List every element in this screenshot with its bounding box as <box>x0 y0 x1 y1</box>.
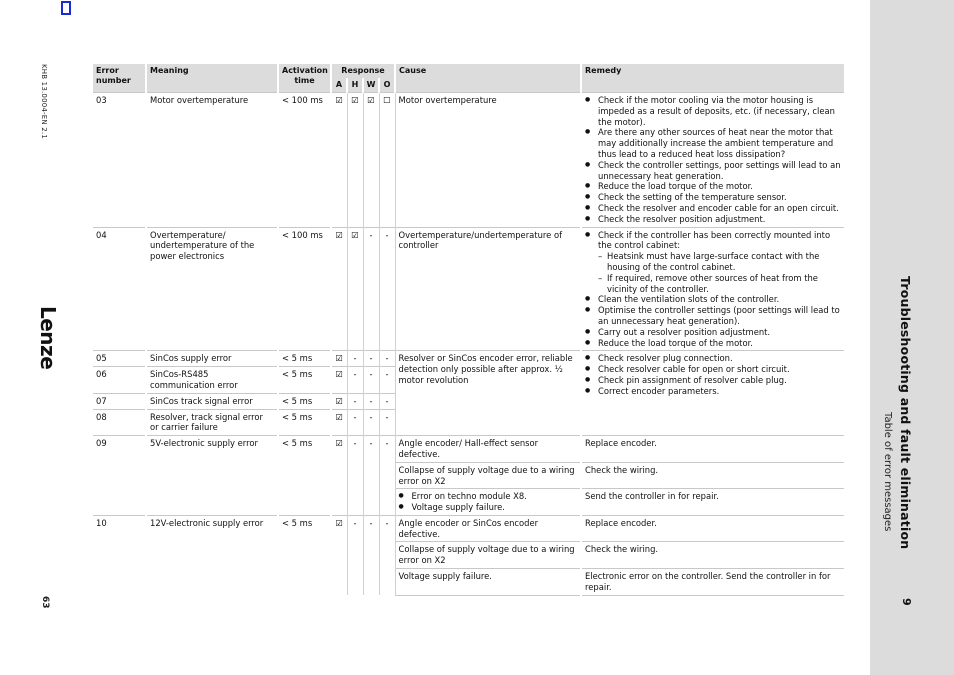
error-meaning: SinCos supply error <box>146 351 278 367</box>
bookmark-icon <box>61 1 71 15</box>
response-w: ☑ <box>363 93 379 228</box>
response-a: ☑ <box>331 409 347 436</box>
table-row <box>93 436 845 463</box>
chapter-subtitle: Table of error messages <box>882 412 893 532</box>
header-response: Response <box>331 64 395 78</box>
remedy-item: ● Reduce the load torque of the motor. <box>585 181 841 192</box>
error-meaning: 12V-electronic supply error <box>146 515 278 595</box>
error-number: 10 <box>93 515 146 595</box>
error-cause <box>395 489 581 516</box>
activation-time: < 5 ms <box>278 409 331 436</box>
error-remedy <box>581 93 845 228</box>
page-number: 63 <box>40 596 50 609</box>
activation-time: < 5 ms <box>278 393 331 409</box>
response-w: - <box>363 393 379 409</box>
chapter-title: Troubleshooting and fault elimination <box>898 276 913 550</box>
response-w: - <box>363 227 379 351</box>
response-h: - <box>347 393 363 409</box>
remedy-item: ● Check the resolver and encoder cable for an open circuit. <box>585 203 841 214</box>
error-meaning: 5V-electronic supply error <box>146 436 278 516</box>
response-h: ☑ <box>347 93 363 228</box>
remedy-item: ● Check the setting of the temperature sensor. <box>585 192 841 203</box>
error-number: 06 <box>93 367 146 394</box>
response-a: ☑ <box>331 436 347 516</box>
header-response-o: O <box>379 78 395 93</box>
error-meaning: Resolver, track signal error or carrier failure <box>146 409 278 436</box>
error-cause: Motor overtemperature <box>395 93 581 228</box>
error-remedy <box>581 227 845 351</box>
header-cause: Cause <box>395 64 581 93</box>
activation-time: < 5 ms <box>278 436 331 516</box>
response-o: - <box>379 393 395 409</box>
document-reference: KHB 13.0004-EN 2.1 <box>40 64 48 139</box>
activation-time: < 5 ms <box>278 515 331 595</box>
response-o: - <box>379 515 395 595</box>
error-cause: Angle encoder or SinCos encoder defective. <box>395 515 581 542</box>
response-a: ☑ <box>331 351 347 367</box>
response-h: - <box>347 515 363 595</box>
error-remedy: Check the wiring. <box>581 462 845 489</box>
header-response-h: H <box>347 78 363 93</box>
error-remedy: Electronic error on the controller. Send the controller in for repair. <box>581 569 845 596</box>
response-o: - <box>379 227 395 351</box>
activation-time: < 100 ms <box>278 93 331 228</box>
remedy-item: ● Check resolver plug connection. <box>585 353 841 364</box>
error-meaning: Overtemperature/ undertemperature of the power electronics <box>146 227 278 351</box>
response-h: - <box>347 351 363 367</box>
response-h: - <box>347 409 363 436</box>
header-error-number: Error number <box>93 64 146 93</box>
lenze-logo: Lenze <box>36 306 60 370</box>
header-response-a: A <box>331 78 347 93</box>
remedy-item: ● Correct encoder parameters. <box>585 386 841 397</box>
response-o: - <box>379 409 395 436</box>
error-remedy: Replace encoder. <box>581 436 845 463</box>
header-activation-time: Activation time <box>278 64 331 93</box>
error-cause: Collapse of supply voltage due to a wiring error on X2 <box>395 462 581 489</box>
response-h: - <box>347 367 363 394</box>
remedy-item: ● Check pin assignment of resolver cable plug. <box>585 375 841 386</box>
response-a: ☑ <box>331 515 347 595</box>
header-response-w: W <box>363 78 379 93</box>
response-o: - <box>379 436 395 516</box>
table-row <box>93 93 845 228</box>
response-h: - <box>347 436 363 516</box>
response-w: - <box>363 436 379 516</box>
error-number: 04 <box>93 227 146 351</box>
remedy-item: ● Check resolver cable for open or short circuit. <box>585 364 841 375</box>
activation-time: < 100 ms <box>278 227 331 351</box>
response-a: ☑ <box>331 393 347 409</box>
remedy-item: ● Carry out a resolver position adjustment. <box>585 327 841 338</box>
response-w: - <box>363 515 379 595</box>
error-number: 05 <box>93 351 146 367</box>
response-w: - <box>363 367 379 394</box>
remedy-item: ● Are there any other sources of heat near the motor that may additionally increase the ambient temperature and thus lead to a reduced heat loss dissipation? <box>585 127 841 159</box>
remedy-item: ● Check if the motor cooling via the motor housing is impeded as a result of deposits, etc. (if necessary, clean the motor). <box>585 95 841 127</box>
header-meaning: Meaning <box>146 64 278 93</box>
response-h: ☑ <box>347 227 363 351</box>
error-remedy: Send the controller in for repair. <box>581 489 845 516</box>
remedy-item: ● Check the controller settings, poor settings will lead to an unnecessary heat generation. <box>585 160 841 182</box>
error-meaning: Motor overtemperature <box>146 93 278 228</box>
header-remedy: Remedy <box>581 64 845 93</box>
remedy-subitem: – Heatsink must have large-surface contact with the housing of the control cabinet. <box>598 251 820 272</box>
error-remedy <box>581 351 845 436</box>
table-row <box>93 227 845 351</box>
response-a: ☑ <box>331 227 347 351</box>
table-row <box>93 515 845 542</box>
error-remedy: Check the wiring. <box>581 542 845 569</box>
response-a: ☑ <box>331 93 347 228</box>
error-meaning: SinCos-RS485 communication error <box>146 367 278 394</box>
table-row <box>93 351 845 367</box>
error-cause: Overtemperature/undertemperature of controller <box>395 227 581 351</box>
activation-time: < 5 ms <box>278 351 331 367</box>
error-number: 08 <box>93 409 146 436</box>
response-o: ☐ <box>379 93 395 228</box>
chapter-number: 9 <box>900 598 913 606</box>
remedy-item: ● Check the resolver position adjustment. <box>585 214 841 225</box>
error-messages-table <box>93 64 846 596</box>
error-cause: Resolver or SinCos encoder error, reliable detection only possible after approx. ½ motor revolution <box>395 351 581 436</box>
error-remedy: Replace encoder. <box>581 515 845 542</box>
error-cause: Collapse of supply voltage due to a wiring error on X2 <box>395 542 581 569</box>
cause-item: ● Voltage supply failure. <box>399 502 578 513</box>
response-o: - <box>379 367 395 394</box>
response-w: - <box>363 351 379 367</box>
remedy-item: ● Optimise the controller settings (poor settings will lead to an unnecessary heat generation). <box>585 305 841 327</box>
error-number: 07 <box>93 393 146 409</box>
error-cause: Angle encoder/ Hall-effect sensor defective. <box>395 436 581 463</box>
cause-item: ● Error on techno module X8. <box>399 491 578 502</box>
remedy-subitem: – If required, remove other sources of heat from the vicinity of the controller. <box>598 272 818 294</box>
response-w: - <box>363 409 379 436</box>
response-a: ☑ <box>331 367 347 394</box>
error-cause: Voltage supply failure. <box>395 569 581 596</box>
remedy-item: ● Check if the controller has been correctly mounted into the control cabinet: <box>585 230 841 252</box>
remedy-item: ● Reduce the load torque of the motor. <box>585 338 841 349</box>
error-number: 03 <box>93 93 146 228</box>
error-number: 09 <box>93 436 146 516</box>
activation-time: < 5 ms <box>278 367 331 394</box>
response-o: - <box>379 351 395 367</box>
remedy-item: ● Clean the ventilation slots of the controller. <box>585 294 841 305</box>
error-meaning: SinCos track signal error <box>146 393 278 409</box>
